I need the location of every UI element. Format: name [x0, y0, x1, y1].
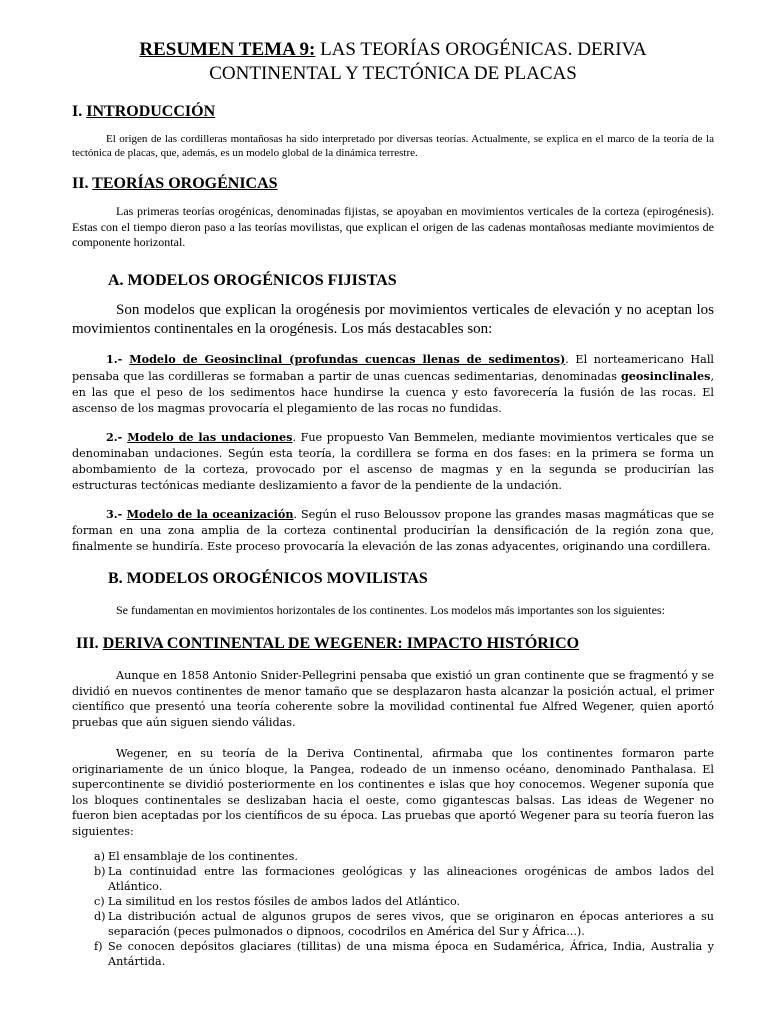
movilistas-paragraph: Se fundamentan en movimientos horizontales de los continentes. Los modelos más importantes son los siguientes: [116, 602, 665, 617]
subsection-heading-movilistas: B. MODELOS OROGÉNICOS MOVILISTAS [108, 569, 428, 587]
title-line2: CONTINENTAL Y TECTÓNICA DE PLACAS [209, 63, 577, 84]
section-heading-teorias: II. TEORÍAS OROGÉNICAS [72, 175, 278, 192]
subsection-heading-fijistas: A. MODELOS OROGÉNICOS FIJISTAS [108, 271, 397, 289]
document-page [72, 38, 714, 969]
teorias-paragraph: Las primeras teorías orogénicas, denominadas fijistas, se apoyaban en movimientos verticales de la corteza (epirogénesis). Estas con el tiempo dieron paso a las teorías movilistas, que explican el origen de las cadenas montañosas mediante movimientos de componente horizontal. [72, 204, 714, 249]
list-item: d) La distribución actual de algunos grupos de seres vivos, que se originaron en épocas anteriores a su separación (peces pulmonados o dipnoos, cocodrilos en América del Sur y África...). [94, 910, 714, 938]
evidence-list [72, 849, 714, 969]
title-lead: RESUMEN TEMA 9: [139, 39, 316, 60]
list-item: a) El ensamblaje de los continentes. [94, 850, 298, 863]
list-item: f) Se conocen depósitos glaciares (tillitas) de una misma época en Sudamérica, África, India, Australia y Antártida. [94, 940, 714, 968]
deriva-paragraph-1: Aunque en 1858 Antonio Snider-Pellegrini pensaba que existió un gran continente que se fragmentó y se dividió en nuevos continentes de menor tamaño que se desplazaron hasta alcanzar la posición actual, el primer científico que presentó una teoría coherente sobre la movilidad continental fue Alfred Wegener, quien aportó pruebas que aún siguen siendo válidas. [72, 669, 714, 729]
model-geosinclinal: 1.- Modelo de Geosinclinal (profundas cuencas llenas de sedimentos). El norteamericano Hall pensaba que las cordilleras se formaban a partir de unas cuencas sedimentarias, denominadas geosinclinales, en las que el peso de los sedimentos hace hundirse la cuenca y esto favorecería la fusión de las rocas. El ascenso de los magmas provocaría el plegamiento de las rocas no fundidas. [72, 351, 714, 415]
document-title [72, 38, 714, 86]
title-line1: LAS TEORÍAS OROGÉNICAS. DERIVA [315, 39, 647, 60]
model-undaciones: 2.- Modelo de las undaciones. Fue propuesto Van Bemmelen, mediante movimientos verticales que se denominaban undaciones. Según esta teoría, la cordillera se forma en dos fases: en la primera se forma un abombamiento de la corteza, provocado por el ascenso de magmas y en la segunda se producirían las estructuras tectónicas mediante deslizamiento a favor de la pendiente de la undación. [72, 429, 714, 492]
list-item: c) La similitud en los restos fósiles de ambos lados del Atlántico. [94, 895, 461, 908]
fijistas-paragraph: Son modelos que explican la orogénesis por movimientos verticales de elevación y no aceptan los movimientos continentales en la orogénesis. Los más destacables son: [72, 301, 714, 337]
intro-paragraph: El origen de las cordilleras montañosas ha sido interpretado por diversas teorías. Actualmente, se explica en el marco de la teoría de la tectónica de placas, que, además, es un modelo global de la dinámica terrestre. [72, 133, 714, 159]
model-oceanizacion: 3.- Modelo de la oceanización. Según el ruso Beloussov propone las grandes masas magmáticas que se forman en una zona amplia de la corteza continental producirían la densificación de la región zona que, finalmente se hundiría. Este proceso provocaría la elevación de las zonas adyacentes, originando una cordillera. [72, 506, 715, 553]
section-heading-introduccion: I. INTRODUCCIÓN [72, 103, 216, 120]
list-item: b) La continuidad entre las formaciones geológicas y las alineaciones orogénicas de ambos lados del Atlántico. [94, 865, 714, 893]
section-heading-deriva: III. DERIVA CONTINENTAL DE WEGENER: IMPACTO HISTÓRICO [76, 635, 580, 652]
deriva-paragraph-2: Wegener, en su teoría de la Deriva Continental, afirmaba que los continentes formaron parte originariamente de un único bloque, la Pangea, rodeado de un inmenso océano, denominado Panthalasa. El supercontinente se dividió posteriormente en los continentes e islas que hoy conocemos. Wegener suponía que los bloques continentales se deslizaban hacia el oeste, como gigantescas balsas. Las ideas de Wegener no fueron bien aceptadas por los científicos de su época. Las pruebas que aportó Wegener para su teoría fueron las siguientes: [72, 747, 714, 838]
